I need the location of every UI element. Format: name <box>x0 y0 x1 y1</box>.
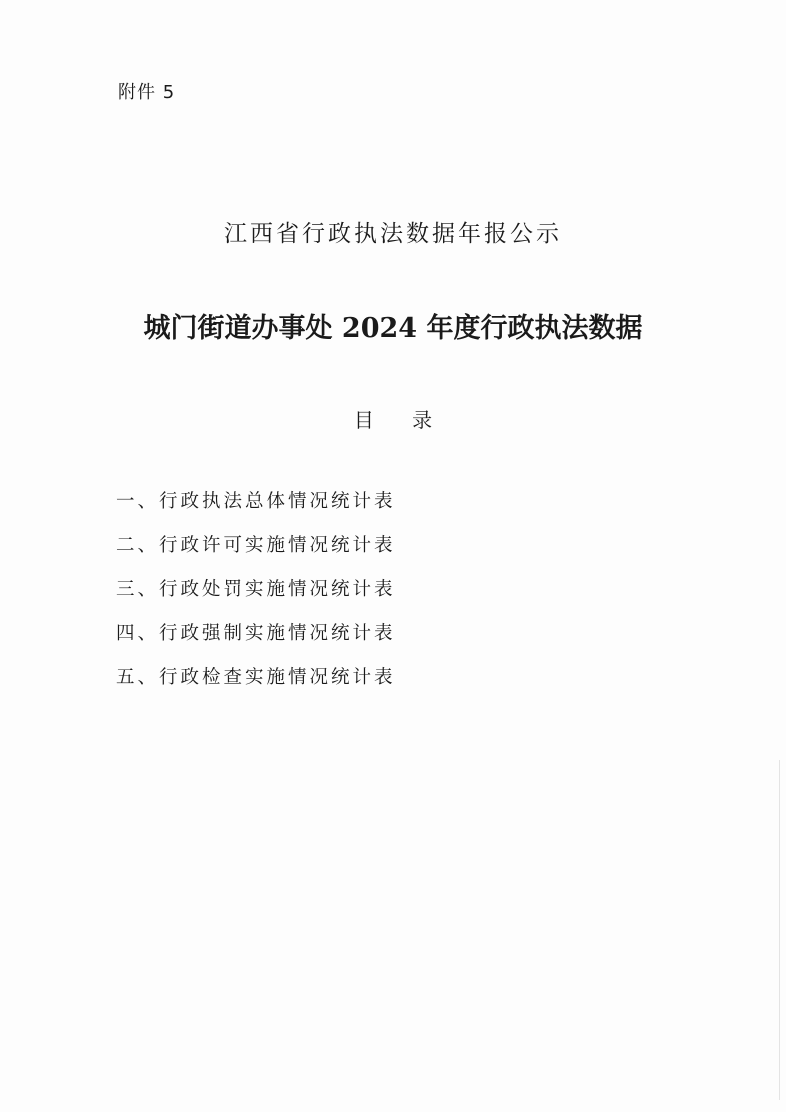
toc-item: 五、行政检查实施情况统计表 <box>116 667 396 688</box>
toc-item: 三、行政处罚实施情况统计表 <box>116 579 396 600</box>
attachment-label: 附件 5 <box>118 82 176 103</box>
table-of-contents <box>116 488 396 708</box>
toc-item: 二、行政许可实施情况统计表 <box>116 535 396 556</box>
toc-item: 一、行政执法总体情况统计表 <box>116 491 396 512</box>
scan-edge-line <box>779 760 780 1100</box>
toc-item: 四、行政强制实施情况统计表 <box>116 623 396 644</box>
document-title: 城门街道办事处 2024 年度行政执法数据 <box>143 313 643 344</box>
toc-heading: 目 录 <box>353 408 449 432</box>
document-subtitle: 江西省行政执法数据年报公示 <box>224 221 562 247</box>
